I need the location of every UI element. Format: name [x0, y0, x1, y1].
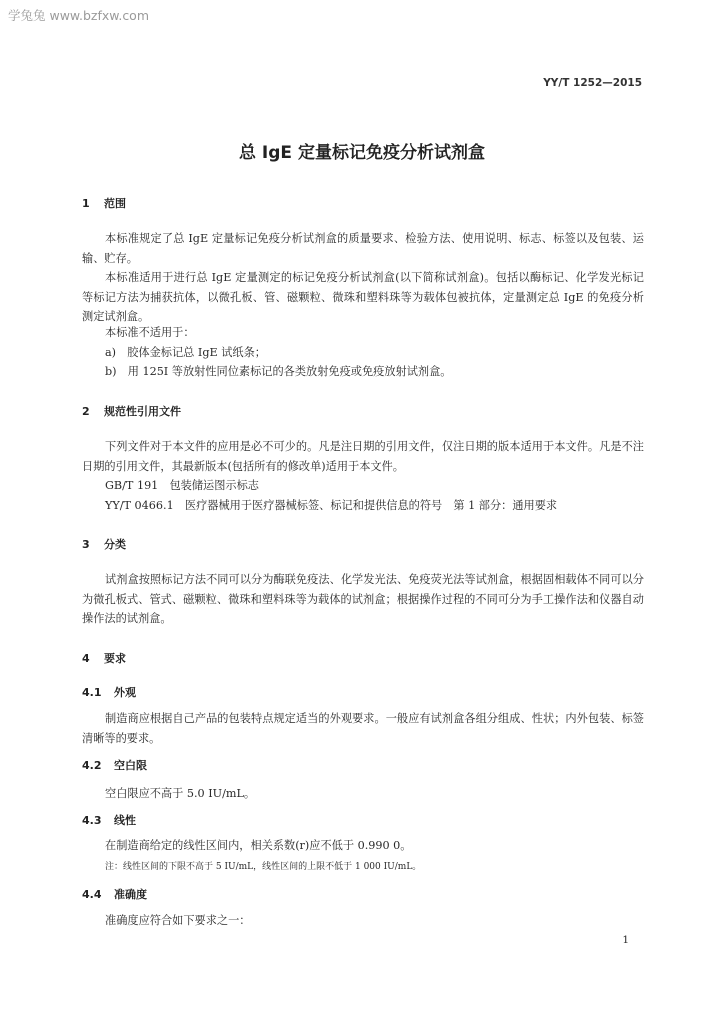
section-number: 1	[82, 197, 90, 210]
section-1-paragraph-1: 本标准规定了总 IgE 定量标记免疫分析试剂盒的质量要求、检验方法、使用说明、标志、标签以及包装、运输、贮存。	[82, 232, 644, 265]
section-4-4-heading	[82, 886, 147, 902]
section-3-heading	[82, 536, 126, 552]
section-number: 4	[82, 652, 90, 665]
section-4-2-paragraph: 空白限应不高于 5.0 IU/mL。	[105, 787, 256, 800]
subsection-number: 4.2	[82, 759, 102, 772]
subsection-number: 4.4	[82, 888, 102, 901]
section-4-2-heading	[82, 757, 147, 773]
section-4-3-heading	[82, 812, 136, 828]
section-1-paragraph-3: 本标准不适用于：	[105, 326, 195, 339]
section-4-1-heading	[82, 684, 136, 700]
section-2-heading	[82, 403, 181, 419]
section-4-3-note: 注：线性区间的下限不高于 5 IU/mL，线性区间的上限不低于 1 000 IU/mL。	[105, 862, 422, 872]
subsection-title: 外观	[114, 686, 136, 699]
section-1-paragraph-2: 本标准适用于进行总 IgE 定量测定的标记免疫分析试剂盒(以下简称试剂盒)。包括以酶标记、化学发光标记等标记方法为捕获抗体，以微孔板、管、磁颗粒、微珠和塑料珠等为载体包被抗体，定量测定总 IgE 的免疫分析测定试剂盒。	[82, 271, 644, 323]
watermark: 学兔兔 www.bzfxw.com	[8, 8, 150, 23]
list-item-a: a) 胶体金标记总 IgE 试纸条；	[105, 346, 266, 359]
section-4-4-paragraph: 准确度应符合如下要求之一：	[105, 914, 251, 927]
reference-2: YY/T 0466.1 医疗器械用于医疗器械标签、标记和提供信息的符号 第 1 部分：通用要求	[105, 499, 558, 512]
section-3-paragraph-1: 试剂盒按照标记方法不同可以分为酶联免疫法、化学发光法、免疫荧光法等试剂盒，根据固相载体不同可以分为微孔板式、管式、磁颗粒、微珠和塑料珠等为载体的试剂盒；根据操作过程的不同可分为手工操作法和仪器自动操作法的试剂盒。	[82, 573, 644, 625]
reference-1: GB/T 191 包装储运图示标志	[105, 479, 259, 492]
document-title: 总 IgE 定量标记免疫分析试剂盒	[239, 143, 485, 163]
section-1-heading	[82, 195, 126, 211]
section-4-heading	[82, 650, 126, 666]
subsection-title: 空白限	[114, 759, 147, 772]
section-4-1-paragraph: 制造商应根据自己产品的包装特点规定适当的外观要求。一般应有试剂盒各组分组成、性状；内外包装、标签清晰等的要求。	[82, 712, 644, 745]
section-title: 要求	[104, 652, 126, 665]
section-number: 2	[82, 405, 90, 418]
document-number: YY/T 1252—2015	[543, 77, 642, 89]
subsection-title: 线性	[114, 814, 136, 827]
section-title: 分类	[104, 538, 126, 551]
subsection-title: 准确度	[114, 888, 147, 901]
list-item-b: b) 用 125I 等放射性同位素标记的各类放射免疫或免疫放射试剂盒。	[105, 365, 452, 378]
page-number: 1	[622, 934, 629, 946]
section-2-paragraph-1: 下列文件对于本文件的应用是必不可少的。凡是注日期的引用文件，仅注日期的版本适用于本文件。凡是不注日期的引用文件，其最新版本(包括所有的修改单)适用于本文件。	[82, 440, 644, 473]
section-title: 范围	[104, 197, 126, 210]
section-number: 3	[82, 538, 90, 551]
section-title: 规范性引用文件	[104, 405, 181, 418]
subsection-number: 4.3	[82, 814, 102, 827]
section-4-3-paragraph: 在制造商给定的线性区间内，相关系数(r)应不低于 0.990 0。	[105, 839, 412, 852]
subsection-number: 4.1	[82, 686, 102, 699]
